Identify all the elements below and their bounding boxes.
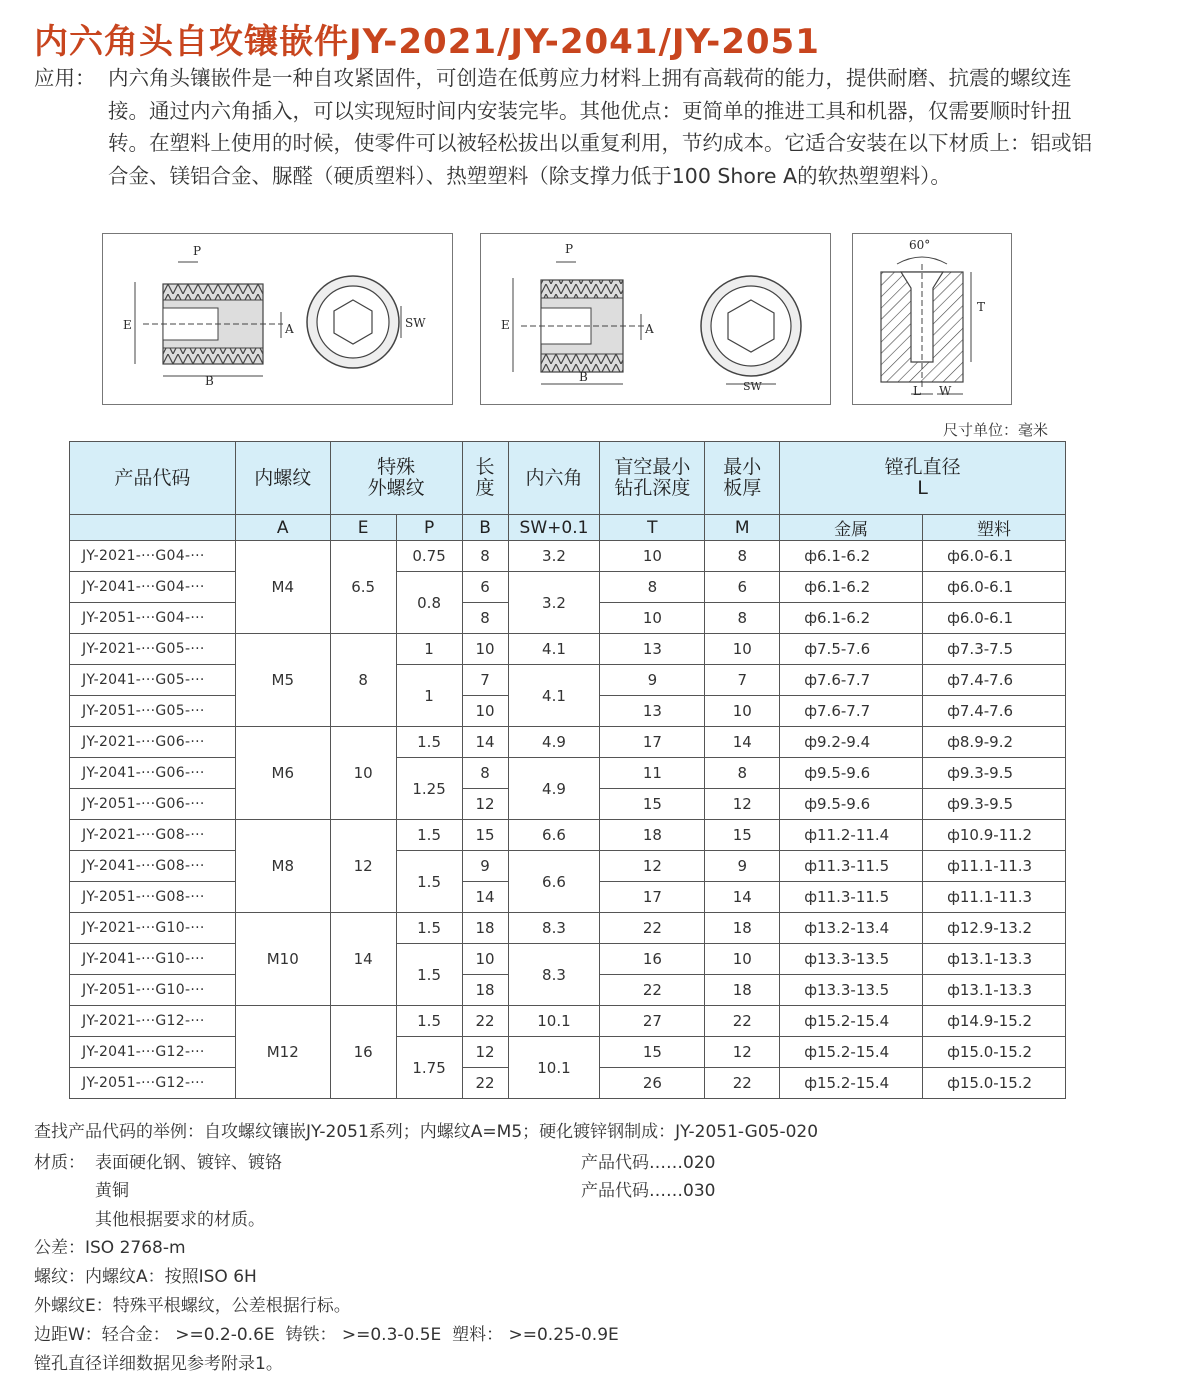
cell-hex: 4.1: [508, 634, 600, 665]
cell-hex: 4.9: [508, 758, 600, 820]
fig3-label-t: T: [977, 300, 986, 314]
table-row: [70, 541, 1066, 572]
cell-hex: 4.9: [508, 727, 600, 758]
header-plate-line1: 最小: [723, 456, 762, 478]
cell-pitch: 1.5: [396, 913, 462, 944]
cell-hole-plastic: ф6.0-6.1: [923, 541, 1066, 572]
cell-blind-depth: 15: [600, 1037, 705, 1068]
cell-hole-plastic: ф15.0-15.2: [923, 1068, 1066, 1099]
fig2-label-e: E: [501, 318, 510, 332]
header-special-thread: [330, 442, 462, 515]
cell-plate: 10: [705, 634, 780, 665]
cell-plate: 14: [705, 882, 780, 913]
header-length-line2: 度: [475, 477, 495, 499]
cell-pitch: 0.75: [396, 541, 462, 572]
spec-table-body: [70, 541, 1066, 1099]
cell-hole-metal: ф15.2-15.4: [780, 1068, 923, 1099]
table-row: [70, 944, 1066, 975]
cell-code: JY-2051-···G06-···: [70, 789, 236, 820]
cell-blind-depth: 11: [600, 758, 705, 789]
cell-hole-metal: ф15.2-15.4: [780, 1006, 923, 1037]
cell-plate: 10: [705, 944, 780, 975]
cell-code: JY-2051-···G04-···: [70, 603, 236, 634]
cell-hex: 4.1: [508, 665, 600, 727]
cell-plate: 8: [705, 603, 780, 634]
header-plate: [705, 442, 780, 515]
cell-hole-plastic: ф12.9-13.2: [923, 913, 1066, 944]
cell-length: 18: [462, 913, 508, 944]
note-material-1-code: 产品代码……020: [581, 1153, 716, 1173]
subheader-metal: 金属: [780, 515, 923, 541]
table-row: [70, 758, 1066, 789]
cell-hole-plastic: ф6.0-6.1: [923, 572, 1066, 603]
cell-code: JY-2041-···G04-···: [70, 572, 236, 603]
cell-plate: 7: [705, 665, 780, 696]
cell-blind-depth: 13: [600, 696, 705, 727]
header-length-line1: 长: [475, 456, 495, 478]
cell-hole-plastic: ф15.0-15.2: [923, 1037, 1066, 1068]
cell-code: JY-2021-···G08-···: [70, 820, 236, 851]
intro-label: 应用：: [34, 66, 96, 90]
cell-pitch: 1.5: [396, 851, 462, 913]
cell-blind-depth: 22: [600, 913, 705, 944]
cell-hex: 10.1: [508, 1037, 600, 1099]
fig1-label-b: B: [205, 374, 214, 388]
subheader-blank: [70, 515, 236, 541]
cell-code: JY-2041-···G10-···: [70, 944, 236, 975]
cell-special-thread: 8: [330, 634, 396, 727]
subheader-t: T: [600, 515, 705, 541]
header-blind-depth: [600, 442, 705, 515]
cell-plate: 12: [705, 789, 780, 820]
fig1-label-e: E: [123, 318, 132, 332]
cell-code: JY-2051-···G12-···: [70, 1068, 236, 1099]
note-appendix: 镗孔直径详细数据见参考附录1。: [34, 1354, 283, 1374]
cell-hole-metal: ф6.1-6.2: [780, 541, 923, 572]
cell-hole-metal: ф9.2-9.4: [780, 727, 923, 758]
cell-hole-metal: ф6.1-6.2: [780, 572, 923, 603]
cell-special-thread: 14: [330, 913, 396, 1006]
figure-insert-side-hex: [102, 233, 453, 405]
cell-length: 8: [462, 603, 508, 634]
figure-insert-side-hex-2: [480, 233, 831, 405]
table-row: [70, 572, 1066, 603]
cell-length: 18: [462, 975, 508, 1006]
cell-hex: 6.6: [508, 851, 600, 913]
cell-hole-metal: ф11.3-11.5: [780, 851, 923, 882]
cell-hole-metal: ф9.5-9.6: [780, 789, 923, 820]
subheader-m: M: [705, 515, 780, 541]
cell-hole-plastic: ф9.3-9.5: [923, 758, 1066, 789]
cell-blind-depth: 13: [600, 634, 705, 665]
cell-blind-depth: 27: [600, 1006, 705, 1037]
cell-inner-thread: M10: [235, 913, 330, 1006]
cell-hex: 6.6: [508, 820, 600, 851]
cell-hex: 3.2: [508, 572, 600, 634]
cell-length: 7: [462, 665, 508, 696]
cell-length: 12: [462, 789, 508, 820]
cell-hole-plastic: ф9.3-9.5: [923, 789, 1066, 820]
cell-length: 9: [462, 851, 508, 882]
cell-plate: 10: [705, 696, 780, 727]
fig3-label-l: L: [913, 384, 921, 398]
cell-hole-plastic: ф13.1-13.3: [923, 944, 1066, 975]
cell-hole-plastic: ф11.1-11.3: [923, 851, 1066, 882]
cell-hole-metal: ф6.1-6.2: [780, 603, 923, 634]
cell-special-thread: 10: [330, 727, 396, 820]
subheader-b: B: [462, 515, 508, 541]
cell-hex: 8.3: [508, 913, 600, 944]
figure-mounting-hole: [852, 233, 1012, 405]
cell-hex: 3.2: [508, 541, 600, 572]
cell-special-thread: 12: [330, 820, 396, 913]
cell-blind-depth: 17: [600, 727, 705, 758]
table-row: [70, 634, 1066, 665]
cell-hole-metal: ф9.5-9.6: [780, 758, 923, 789]
cell-code: JY-2021-···G12-···: [70, 1006, 236, 1037]
cell-plate: 18: [705, 913, 780, 944]
cell-inner-thread: M6: [235, 727, 330, 820]
cell-inner-thread: M12: [235, 1006, 330, 1099]
fig2-label-sw: SW: [743, 380, 762, 393]
cell-length: 22: [462, 1006, 508, 1037]
cell-blind-depth: 18: [600, 820, 705, 851]
cell-hole-plastic: ф6.0-6.1: [923, 603, 1066, 634]
cell-hole-metal: ф13.3-13.5: [780, 975, 923, 1006]
cell-blind-depth: 26: [600, 1068, 705, 1099]
cell-code: JY-2041-···G05-···: [70, 665, 236, 696]
header-blind-line1: 盲空最小: [614, 456, 691, 478]
cell-hole-plastic: ф8.9-9.2: [923, 727, 1066, 758]
cell-length: 14: [462, 882, 508, 913]
header-inner-thread: 内螺纹: [235, 442, 330, 515]
cell-plate: 18: [705, 975, 780, 1006]
note-tolerance: 公差：ISO 2768-m: [34, 1238, 186, 1258]
cell-code: JY-2051-···G08-···: [70, 882, 236, 913]
subheader-e: E: [330, 515, 396, 541]
cell-pitch: 1.5: [396, 1006, 462, 1037]
header-length: [462, 442, 508, 515]
fig3-label-angle: 60°: [909, 238, 931, 252]
table-row: [70, 665, 1066, 696]
header-hole-line1: 镗孔直径: [884, 456, 961, 478]
cell-length: 10: [462, 634, 508, 665]
cell-blind-depth: 8: [600, 572, 705, 603]
cell-code: JY-2051-···G10-···: [70, 975, 236, 1006]
cell-code: JY-2051-···G05-···: [70, 696, 236, 727]
cell-pitch: 1: [396, 665, 462, 727]
cell-pitch: 1: [396, 634, 462, 665]
subheader-plastic: 塑料: [923, 515, 1066, 541]
cell-plate: 9: [705, 851, 780, 882]
header-hole-line2: L: [917, 477, 928, 499]
cell-hex: 10.1: [508, 1006, 600, 1037]
page-title: 内六角头自攻镶嵌件JY-2021/JY-2041/JY-2051: [34, 22, 820, 62]
note-material-1: 表面硬化钢、镀锌、镀铬: [95, 1153, 282, 1173]
intro-paragraph: [34, 62, 1104, 192]
cell-code: JY-2041-···G12-···: [70, 1037, 236, 1068]
cell-hole-metal: ф7.6-7.7: [780, 696, 923, 727]
fig2-label-a: A: [645, 322, 654, 336]
fig2-label-p: P: [565, 242, 574, 256]
cell-hole-metal: ф7.5-7.6: [780, 634, 923, 665]
table-row: [70, 913, 1066, 944]
cell-length: 8: [462, 541, 508, 572]
cell-pitch: 0.8: [396, 572, 462, 634]
cell-hole-plastic: ф11.1-11.3: [923, 882, 1066, 913]
cell-hole-metal: ф7.6-7.7: [780, 665, 923, 696]
cell-length: 15: [462, 820, 508, 851]
cell-special-thread: 6.5: [330, 541, 396, 634]
table-row: [70, 820, 1066, 851]
cell-blind-depth: 12: [600, 851, 705, 882]
cell-length: 14: [462, 727, 508, 758]
table-row: [70, 727, 1066, 758]
cell-plate: 14: [705, 727, 780, 758]
header-code: 产品代码: [70, 442, 236, 515]
cell-length: 12: [462, 1037, 508, 1068]
table-row: [70, 851, 1066, 882]
cell-hole-plastic: ф7.4-7.6: [923, 665, 1066, 696]
cell-plate: 12: [705, 1037, 780, 1068]
cell-pitch: 1.5: [396, 727, 462, 758]
unit-note: 尺寸单位：毫米: [943, 421, 1049, 439]
cell-hole-plastic: ф7.3-7.5: [923, 634, 1066, 665]
cell-code: JY-2041-···G06-···: [70, 758, 236, 789]
cell-blind-depth: 16: [600, 944, 705, 975]
cell-inner-thread: M4: [235, 541, 330, 634]
cell-length: 6: [462, 572, 508, 603]
table-row: [70, 1037, 1066, 1068]
cell-pitch: 1.75: [396, 1037, 462, 1099]
cell-plate: 8: [705, 758, 780, 789]
subheader-p: P: [396, 515, 462, 541]
cell-hole-metal: ф13.3-13.5: [780, 944, 923, 975]
fig1-label-a: A: [285, 322, 294, 336]
cell-length: 10: [462, 696, 508, 727]
note-material-2-code: 产品代码……030: [581, 1181, 716, 1201]
cell-hole-metal: ф15.2-15.4: [780, 1037, 923, 1068]
cell-pitch: 1.5: [396, 820, 462, 851]
cell-hex: 8.3: [508, 944, 600, 1006]
cell-blind-depth: 22: [600, 975, 705, 1006]
cell-length: 8: [462, 758, 508, 789]
cell-plate: 6: [705, 572, 780, 603]
table-row: [70, 1006, 1066, 1037]
cell-blind-depth: 9: [600, 665, 705, 696]
note-outer-thread: 外螺纹E：特殊平根螺纹，公差根据行标。: [34, 1296, 351, 1316]
cell-plate: 22: [705, 1068, 780, 1099]
header-special-thread-line1: 特殊: [377, 456, 416, 478]
subheader-a: A: [235, 515, 330, 541]
cell-code: JY-2021-···G04-···: [70, 541, 236, 572]
cell-plate: 22: [705, 1006, 780, 1037]
note-margin: 边距W：轻合金： >=0.2-0.6E 铸铁： >=0.3-0.5E 塑料： >=0.25-0.9E: [34, 1325, 619, 1345]
spec-table: [69, 441, 1066, 1099]
cell-hole-metal: ф11.3-11.5: [780, 882, 923, 913]
cell-blind-depth: 15: [600, 789, 705, 820]
intro-text: 内六角头镶嵌件是一种自攻紧固件，可创造在低剪应力材料上拥有高载荷的能力，提供耐磨、抗震的螺纹连接。通过内六角插入，可以实现短时间内安装完毕。其他优点：更简单的推进工具和机器，仅需要顺时针扭转。在塑料上使用的时候，使零件可以被轻松拔出以重复利用，节约成本。它适合安装在以下材质上：铝或铝合金、镁铝合金、脲醛（硬质塑料）、热塑塑料（除支撑力低于100 Shore A的软热塑塑料）。: [108, 66, 1092, 188]
cell-pitch: 1.5: [396, 944, 462, 1006]
cell-plate: 8: [705, 541, 780, 572]
cell-hole-plastic: ф10.9-11.2: [923, 820, 1066, 851]
cell-length: 22: [462, 1068, 508, 1099]
cell-pitch: 1.25: [396, 758, 462, 820]
note-example: 查找产品代码的举例：自攻螺纹镶嵌JY-2051系列；内螺纹A=M5；硬化镀锌钢制成：JY-2051-G05-020: [34, 1122, 819, 1142]
cell-inner-thread: M5: [235, 634, 330, 727]
cell-blind-depth: 17: [600, 882, 705, 913]
cell-length: 10: [462, 944, 508, 975]
header-special-thread-line2: 外螺纹: [367, 477, 425, 499]
cell-hole-metal: ф13.2-13.4: [780, 913, 923, 944]
fig3-label-w: W: [939, 384, 952, 398]
cell-plate: 15: [705, 820, 780, 851]
cell-code: JY-2021-···G05-···: [70, 634, 236, 665]
cell-blind-depth: 10: [600, 541, 705, 572]
cell-special-thread: 16: [330, 1006, 396, 1099]
cell-code: JY-2041-···G08-···: [70, 851, 236, 882]
cell-hole-plastic: ф13.1-13.3: [923, 975, 1066, 1006]
header-plate-line2: 板厚: [723, 477, 762, 499]
note-material-3: 其他根据要求的材质。: [95, 1210, 265, 1230]
fig2-label-b: B: [579, 370, 588, 384]
cell-inner-thread: M8: [235, 820, 330, 913]
fig1-label-p: P: [193, 244, 202, 258]
cell-hole-plastic: ф14.9-15.2: [923, 1006, 1066, 1037]
cell-code: JY-2021-···G10-···: [70, 913, 236, 944]
note-thread: 螺纹：内螺纹A：按照ISO 6H: [34, 1267, 257, 1287]
cell-hole-metal: ф11.2-11.4: [780, 820, 923, 851]
note-material-label: 材质：: [34, 1153, 85, 1173]
header-blind-line2: 钻孔深度: [614, 477, 691, 499]
header-hole-diameter: [780, 442, 1066, 515]
subheader-sw: SW+0.1: [508, 515, 600, 541]
fig1-label-sw: SW: [405, 316, 426, 330]
note-material-2: 黄铜: [95, 1181, 129, 1201]
cell-hole-plastic: ф7.4-7.6: [923, 696, 1066, 727]
cell-code: JY-2021-···G06-···: [70, 727, 236, 758]
header-hex: 内六角: [508, 442, 600, 515]
cell-blind-depth: 10: [600, 603, 705, 634]
